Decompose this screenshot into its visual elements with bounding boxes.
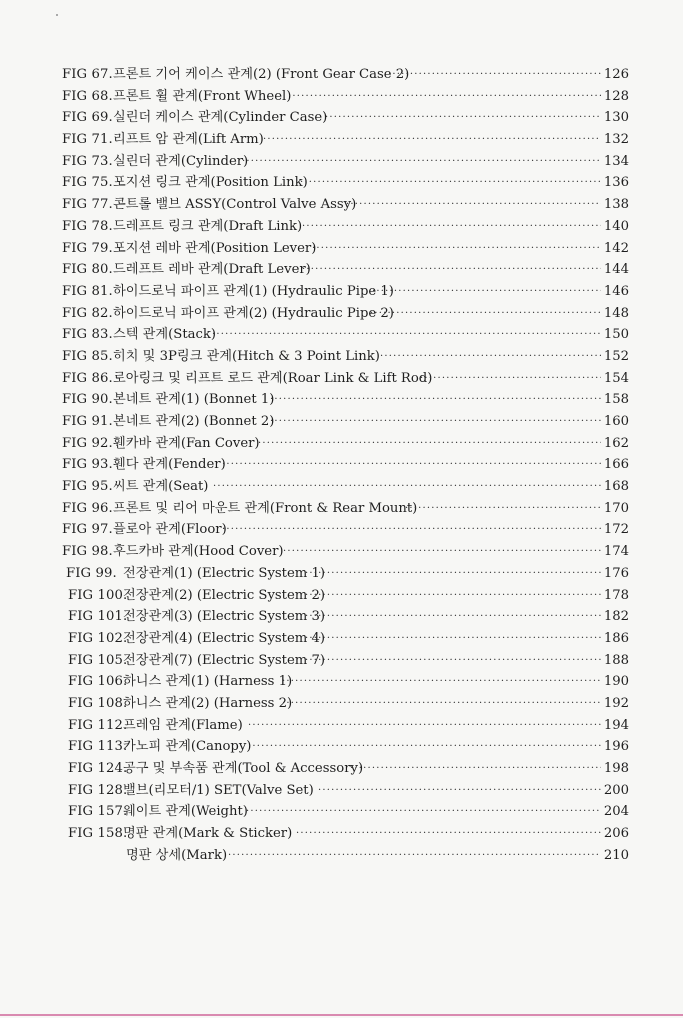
toc-entry[interactable]: [0, 259, 683, 281]
toc-title: 프레임 관계(Flame): [123, 717, 243, 733]
toc-page-number: 152: [603, 348, 629, 364]
toc-page-number: 190: [603, 674, 629, 690]
toc-entry[interactable]: [0, 606, 683, 628]
toc-fig-number: FIG 108.: [68, 695, 128, 711]
toc-title: 드레프트 링크 관계(Draft Link): [113, 218, 303, 234]
toc-dot-leader: [248, 736, 601, 758]
toc-entry[interactable]: [0, 628, 683, 650]
toc-dot-leader: [228, 845, 601, 867]
toc-page-number: 146: [603, 283, 629, 299]
toc-entry[interactable]: [0, 216, 683, 238]
toc-page-number: 162: [603, 435, 629, 451]
toc-entry[interactable]: [0, 281, 683, 303]
toc-title: 실린더 케이스 관계(Cylinder Case): [113, 110, 328, 126]
toc-entry[interactable]: [0, 303, 683, 325]
toc-title: 하이드로닉 파이프 관계(2) (Hydraulic Pipe 2): [113, 305, 394, 321]
toc-fig-number: FIG 95.: [62, 479, 113, 495]
toc-page-number: 182: [603, 609, 629, 625]
toc-page-number: 136: [603, 175, 629, 191]
toc-title: 전장관계(7) (Electric System 7): [123, 652, 325, 668]
toc-page-number: 198: [603, 761, 629, 776]
toc-page-number: 196: [603, 739, 629, 755]
toc-title: 전장관계(4) (Electric System 4): [123, 630, 325, 646]
toc-entry[interactable]: [0, 801, 683, 823]
toc-page-number: 204: [603, 804, 629, 820]
toc-title: 히치 및 3P링크 관계(Hitch & 3 Point Link): [113, 348, 380, 364]
toc-entry[interactable]: [0, 476, 683, 498]
toc-page-number: 148: [603, 305, 629, 321]
toc-title: 웨이트 관계(Weight): [123, 804, 248, 820]
toc-dot-leader: [242, 151, 601, 173]
toc-fig-number: FIG 96.: [62, 500, 113, 516]
toc-title: 프론트 및 리어 마운트 관계(Front & Rear Mount): [113, 500, 418, 516]
toc-title: 로아링크 및 리프트 로드 관계(Roar Link & Lift Rod): [113, 370, 433, 386]
toc-entry[interactable]: [0, 454, 683, 476]
toc-page-number: 172: [603, 522, 629, 538]
toc-dot-leader: [305, 563, 601, 585]
toc-entry[interactable]: [0, 736, 683, 758]
toc-title: 전장관계(3) (Electric System 3): [123, 609, 325, 625]
toc-page-number: 132: [603, 132, 629, 148]
toc-page-number: 134: [603, 153, 629, 169]
toc-page-number: 210: [603, 847, 629, 863]
toc-title: 공구 및 부속품 관계(Tool & Accessory): [123, 761, 364, 776]
toc-dot-leader: [296, 823, 601, 845]
toc-entry[interactable]: [0, 346, 683, 368]
toc-dot-leader: [248, 715, 601, 737]
toc-dot-leader: [420, 368, 601, 390]
toc-page-number: 168: [603, 479, 629, 495]
toc-page-number: 154: [603, 370, 629, 386]
toc-fig-number: FIG 97.: [62, 522, 113, 538]
toc-page-number: 178: [603, 587, 629, 603]
toc-dot-leader: [318, 780, 601, 802]
toc-entry[interactable]: [0, 823, 683, 845]
toc-entry[interactable]: [0, 194, 683, 216]
toc-fig-number: FIG 77.: [62, 197, 113, 213]
toc-entry[interactable]: [0, 107, 683, 129]
toc-title: 하니스 관계(1) (Harness 1): [123, 674, 293, 690]
toc-dot-leader: [372, 281, 601, 303]
toc-title: 플로아 관계(Floor): [113, 522, 227, 538]
toc-page-number: 126: [603, 67, 629, 82]
toc-dot-leader: [222, 454, 601, 476]
toc-title: 스텍 관계(Stack): [113, 327, 217, 343]
toc-fig-number: FIG 69.: [62, 110, 113, 126]
toc-entry[interactable]: [0, 541, 683, 563]
toc-title: 밸브(리모터/1) SET(Valve Set): [123, 782, 314, 798]
toc-fig-number: FIG 79.: [62, 240, 113, 256]
toc-dot-leader: [305, 650, 601, 672]
toc-dot-leader: [388, 64, 601, 86]
toc-dot-leader: [282, 693, 601, 715]
toc-fig-number: FIG 106.: [68, 674, 128, 690]
toc-title: 프론트 휠 관계(Front Wheel): [113, 88, 292, 104]
toc-fig-number: FIG 93.: [62, 457, 113, 473]
toc-entry[interactable]: [0, 671, 683, 693]
toc-fig-number: FIG 73.: [62, 153, 113, 169]
toc-dot-leader: [288, 86, 601, 108]
toc-entry[interactable]: [0, 151, 683, 173]
toc-title: 리프트 암 관계(Lift Arm): [113, 132, 264, 148]
toc-fig-number: FIG 100.: [68, 587, 128, 603]
toc-dot-leader: [380, 346, 601, 368]
toc-fig-number: FIG 67.: [62, 67, 113, 82]
toc-entry[interactable]: [0, 715, 683, 737]
toc-entry[interactable]: [0, 650, 683, 672]
toc-fig-number: FIG 158.: [68, 826, 128, 842]
toc-fig-number: FIG 91.: [62, 414, 113, 429]
toc-dot-leader: [213, 476, 601, 498]
toc-fig-number: FIG 81.: [62, 283, 113, 299]
toc-page-number: 130: [603, 110, 629, 126]
toc-title: 포지션 레바 관계(Position Lever): [113, 240, 317, 256]
toc-fig-number: FIG 105.: [68, 652, 128, 668]
toc-fig-number: FIG 128.: [68, 782, 128, 798]
toc-entry[interactable]: [0, 324, 683, 346]
toc-title: 하이드로닉 파이프 관계(1) (Hydraulic Pipe 1): [113, 283, 394, 299]
toc-entry[interactable]: [0, 433, 683, 455]
toc-entry[interactable]: [0, 368, 683, 390]
toc-title: 전장관계(2) (Electric System 2): [123, 587, 325, 603]
toc-page-number: 194: [603, 717, 629, 733]
toc-title: 카노피 관계(Canopy): [123, 739, 252, 755]
toc-entry[interactable]: [0, 693, 683, 715]
toc-dot-leader: [325, 107, 601, 129]
toc-title: 씨트 관계(Seat): [113, 479, 209, 495]
toc-entry[interactable]: [0, 585, 683, 607]
toc-entry[interactable]: [0, 411, 683, 433]
toc-fig-number: FIG 157.: [68, 804, 128, 820]
toc-fig-number: FIG 86.: [62, 370, 113, 386]
toc-page-number: 174: [603, 544, 629, 560]
toc-entry[interactable]: [0, 519, 683, 541]
toc-page-number: 192: [603, 695, 629, 711]
toc-fig-number: FIG 98.: [62, 544, 113, 560]
scan-speck: [56, 14, 58, 16]
toc-entry[interactable]: [0, 129, 683, 151]
toc-dot-leader: [350, 758, 601, 780]
toc-page-number: 200: [603, 782, 629, 798]
toc-page-number: 158: [603, 392, 629, 408]
toc-title: 하니스 관계(2) (Harness 2): [123, 695, 293, 711]
toc-page-number: 188: [603, 652, 629, 668]
toc-dot-leader: [258, 433, 601, 455]
toc-title: 프론트 기어 케이스 관계(2) (Front Gear Case 2): [113, 67, 410, 82]
toc-dot-leader: [263, 129, 601, 151]
toc-page-number: 144: [603, 262, 629, 278]
toc-page-number: 170: [603, 500, 629, 516]
toc-title: 본네트 관계(2) (Bonnet 2): [113, 414, 275, 429]
toc-entry[interactable]: [0, 238, 683, 260]
toc-page-number: 206: [603, 826, 629, 842]
toc-entry[interactable]: [0, 172, 683, 194]
toc-dot-leader: [246, 801, 601, 823]
toc-title: 후드카바 관계(Hood Cover): [113, 544, 284, 560]
toc-dot-leader: [305, 585, 601, 607]
toc-title: 드레프트 레바 관계(Draft Lever): [113, 262, 311, 278]
toc-page-number: 140: [603, 218, 629, 234]
table-of-contents: [0, 64, 683, 866]
toc-title: 전장관계(1) (Electric System 1): [123, 565, 325, 581]
toc-page-number: 166: [603, 457, 629, 473]
toc-dot-leader: [283, 541, 601, 563]
toc-page-number: 138: [603, 197, 629, 213]
toc-title: 명판 관계(Mark & Sticker): [123, 826, 293, 842]
toc-fig-number: FIG 101.: [68, 609, 128, 625]
toc-entry[interactable]: [0, 758, 683, 780]
toc-dot-leader: [302, 259, 601, 281]
toc-entry[interactable]: [0, 86, 683, 108]
toc-title: 휀카바 관계(Fan Cover): [113, 435, 260, 451]
toc-dot-leader: [312, 238, 601, 260]
toc-fig-number: FIG 85.: [62, 348, 113, 364]
toc-entry[interactable]: [0, 64, 683, 86]
toc-fig-number: FIG 71.: [62, 132, 113, 148]
toc-title: 포지션 링크 관계(Position Link): [113, 175, 308, 191]
toc-dot-leader: [270, 411, 601, 433]
toc-page-number: 160: [603, 414, 629, 429]
toc-dot-leader: [300, 172, 601, 194]
toc-dot-leader: [405, 498, 601, 520]
toc-fig-number: FIG 99.: [66, 565, 117, 581]
toc-dot-leader: [302, 216, 601, 238]
toc-fig-number: FIG 113.: [68, 739, 128, 755]
toc-fig-number: FIG 75.: [62, 175, 113, 191]
toc-dot-leader: [370, 303, 601, 325]
toc-dot-leader: [346, 194, 601, 216]
toc-entry[interactable]: [0, 845, 683, 867]
toc-title: 명판 상세(Mark): [126, 847, 228, 863]
toc-page-number: 142: [603, 240, 629, 256]
toc-fig-number: FIG 80.: [62, 262, 113, 278]
toc-dot-leader: [305, 606, 601, 628]
toc-dot-leader: [305, 628, 601, 650]
page-bottom-edge: [0, 1014, 683, 1016]
toc-title: 휀다 관계(Fender): [113, 457, 226, 473]
toc-dot-leader: [282, 671, 601, 693]
toc-title: 본네트 관계(1) (Bonnet 1): [113, 392, 275, 408]
toc-title: 콘트롤 밸브 ASSY(Control Valve Assy): [113, 197, 357, 213]
toc-dot-leader: [222, 519, 601, 541]
toc-entry[interactable]: [0, 498, 683, 520]
toc-fig-number: FIG 102.: [68, 630, 128, 646]
toc-page-number: 176: [603, 565, 629, 581]
toc-fig-number: FIG 124.: [68, 761, 128, 776]
toc-entry[interactable]: [0, 780, 683, 802]
toc-page-number: 150: [603, 327, 629, 343]
toc-fig-number: FIG 82.: [62, 305, 113, 321]
toc-fig-number: FIG 92.: [62, 435, 113, 451]
toc-page-number: 128: [603, 88, 629, 104]
toc-dot-leader: [270, 389, 601, 411]
toc-fig-number: FIG 68.: [62, 88, 113, 104]
toc-page-number: 186: [603, 630, 629, 646]
toc-fig-number: FIG 112.: [68, 717, 128, 733]
toc-fig-number: FIG 83.: [62, 327, 113, 343]
toc-fig-number: FIG 90.: [62, 392, 113, 408]
toc-entry[interactable]: [0, 389, 683, 411]
toc-title: 실린더 관계(Cylinder): [113, 153, 249, 169]
toc-fig-number: FIG 78.: [62, 218, 113, 234]
toc-dot-leader: [212, 324, 601, 346]
toc-entry[interactable]: [0, 563, 683, 585]
